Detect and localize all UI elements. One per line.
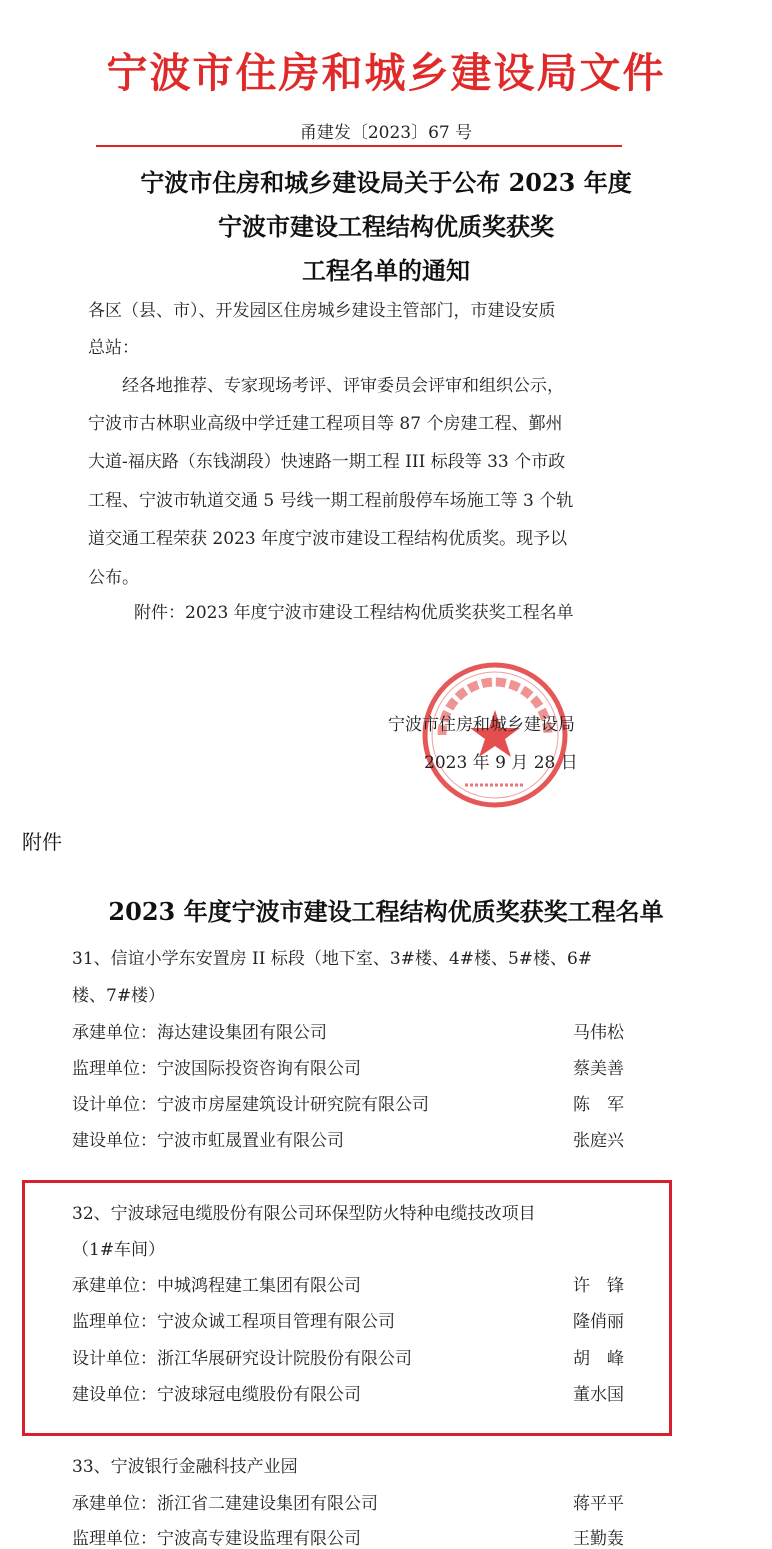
- person-name: 董水国: [573, 1385, 624, 1405]
- salutation-line-1: 各区（县、市）、开发园区住房城乡建设主管部门，市建设安质: [88, 301, 556, 321]
- project-31-name-line-2: 楼、7#楼）: [72, 986, 166, 1006]
- unit-label: 设计单位：宁波市房屋建筑设计研究院有限公司: [72, 1095, 429, 1115]
- person-name: 胡 峰: [573, 1349, 624, 1369]
- header-red-divider: [96, 145, 622, 147]
- body-line-1: 经各地推荐、专家现场考评、评审委员会评审和组织公示，: [122, 376, 564, 396]
- person-name: 蔡美善: [573, 1059, 624, 1079]
- project-32-name-line-1: 32、宁波球冠电缆股份有限公司环保型防火特种电缆技改项目: [72, 1204, 536, 1224]
- notice-title-line-3: 工程名单的通知: [302, 256, 470, 285]
- unit-label: 建设单位：宁波球冠电缆股份有限公司: [72, 1385, 361, 1405]
- unit-label: 监理单位：宁波众诚工程项目管理有限公司: [72, 1312, 395, 1332]
- person-name: 陈 军: [573, 1095, 624, 1115]
- document-header-title: 宁波市住房和城乡建设局文件: [106, 49, 666, 97]
- attachment-reference: 附件：2023 年度宁波市建设工程结构优质奖获奖工程名单: [134, 603, 574, 623]
- body-line-3: 大道-福庆路（东钱湖段）快速路一期工程 III 标段等 33 个市政: [88, 452, 566, 472]
- document-number: 甬建发〔2023〕67 号: [299, 123, 473, 143]
- body-line-4: 工程、宁波市轨道交通 5 号线一期工程前殷停车场施工等 3 个轨: [88, 491, 574, 511]
- attachment-label: 附件: [22, 830, 62, 854]
- award-list-title: 2023 年度宁波市建设工程结构优质奖获奖工程名单: [108, 897, 664, 926]
- unit-label: 建设单位：宁波市虹晟置业有限公司: [72, 1131, 344, 1151]
- official-seal-icon: [420, 660, 570, 810]
- person-name: 马伟松: [573, 1023, 624, 1043]
- person-name: 蒋平平: [573, 1494, 624, 1514]
- issuer-name: 宁波市住房和城乡建设局: [388, 715, 575, 735]
- project-31-name-line-1: 31、信谊小学东安置房 II 标段（地下室、3#楼、4#楼、5#楼、6#: [72, 949, 593, 969]
- body-line-5: 道交通工程荣获 2023 年度宁波市建设工程结构优质奖。现予以: [88, 529, 568, 549]
- project-33-name-line-1: 33、宁波银行金融科技产业园: [72, 1457, 298, 1477]
- salutation-line-2: 总站：: [88, 338, 139, 358]
- person-name: 隆俏丽: [573, 1312, 624, 1332]
- body-line-6: 公布。: [88, 568, 139, 588]
- unit-label: 设计单位：浙江华展研究设计院股份有限公司: [72, 1349, 412, 1369]
- unit-label: 监理单位：宁波高专建设监理有限公司: [72, 1529, 361, 1549]
- person-name: 王勤轰: [573, 1529, 624, 1549]
- unit-label: 承建单位：海达建设集团有限公司: [72, 1023, 327, 1043]
- project-32-name-line-2: （1#车间）: [72, 1240, 166, 1260]
- person-name: 张庭兴: [573, 1131, 624, 1151]
- person-name: 许 锋: [573, 1276, 624, 1296]
- body-line-2: 宁波市古林职业高级中学迁建工程项目等 87 个房建工程、鄞州: [88, 414, 563, 434]
- issue-date: 2023 年 9 月 28 日: [424, 753, 578, 773]
- unit-label: 监理单位：宁波国际投资咨询有限公司: [72, 1059, 361, 1079]
- notice-title-line-1: 宁波市住房和城乡建设局关于公布 2023 年度: [140, 168, 632, 197]
- unit-label: 承建单位：中城鸿程建工集团有限公司: [72, 1276, 361, 1296]
- unit-label: 承建单位：浙江省二建建设集团有限公司: [72, 1494, 378, 1514]
- notice-title-line-2: 宁波市建设工程结构优质奖获奖: [218, 212, 554, 241]
